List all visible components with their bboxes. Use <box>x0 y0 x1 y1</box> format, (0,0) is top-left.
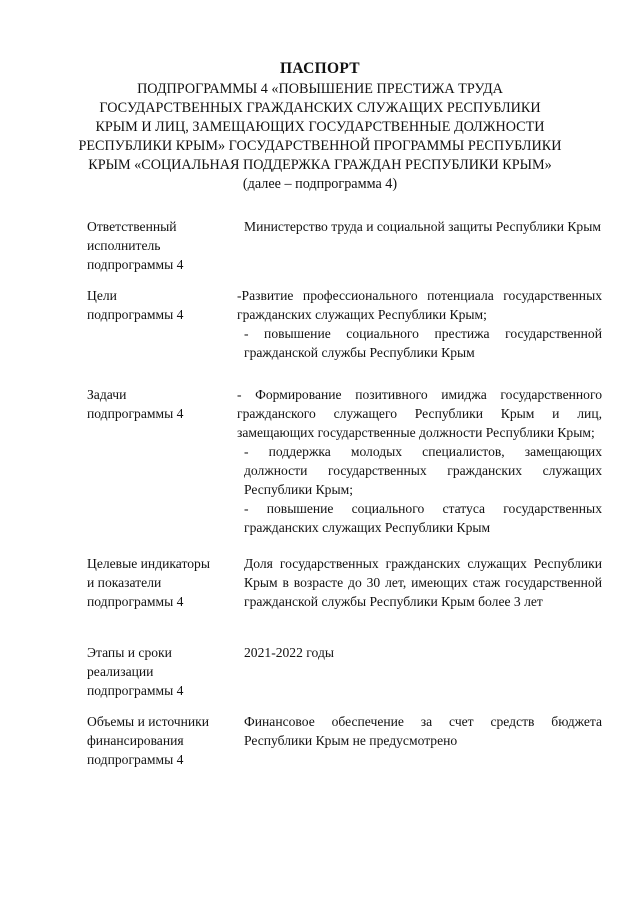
value-item: 2021-2022 годы <box>244 645 334 660</box>
value-item: - повышение социального статуса государственных гражданских служащих Республики Крым <box>244 501 602 535</box>
row-label: Ответственный исполнитель подпрограммы 4 <box>87 219 184 272</box>
row-label: Объемы и источники финансирования подпрограммы 4 <box>87 714 210 767</box>
row-label: Этапы и сроки реализации подпрограммы 4 <box>87 645 184 698</box>
row-value <box>244 217 602 236</box>
row-label: Целевые индикаторы и показатели подпрограммы 4 <box>87 556 210 609</box>
value-item: Финансовое обеспечение за счет средств бюджета Республики Крым не предусмотрено <box>244 714 602 748</box>
header-line: КРЫМ И ЛИЦ, ЗАМЕЩАЮЩИХ ГОСУДАРСТВЕННЫЕ ДОЛЖНОСТИ <box>95 119 545 135</box>
document-title: ПАСПОРТ <box>280 60 360 77</box>
value-item: Министерство труда и социальной защиты Республики Крым <box>244 219 601 234</box>
row-value <box>244 643 602 662</box>
value-item: - поддержка молодых специалистов, замещающих должности государственных гражданских служащих Республики Крым; <box>244 444 602 497</box>
row-value <box>244 712 602 750</box>
value-item: Доля государственных гражданских служащих Республики Крым в возрасте до 30 лет, имеющих стаж государственной гражданской службы Республики Крым более 3 лет <box>244 556 602 609</box>
header-line: ПОДПРОГРАММЫ 4 «ПОВЫШЕНИЕ ПРЕСТИЖА ТРУДА <box>137 81 503 97</box>
row-label: Цели подпрограммы 4 <box>87 288 184 322</box>
row-value <box>237 286 602 362</box>
value-item: - Формирование позитивного имиджа государственного гражданского служащего Республики Крым и лиц, замещающих государственные должности Республики Крым; <box>237 387 602 440</box>
header-line: РЕСПУБЛИКИ КРЫМ» ГОСУДАРСТВЕННОЙ ПРОГРАММЫ РЕСПУБЛИКИ <box>78 138 562 154</box>
value-item: - повышение социального престижа государственной гражданской службы Республики Крым <box>244 326 602 360</box>
value-item: -Развитие профессионального потенциала государственных гражданских служащих Республики Крым; <box>237 288 602 322</box>
row-value <box>237 385 602 537</box>
header-subtitle: (далее – подпрограмма 4) <box>242 176 398 192</box>
row-label: Задачи подпрограммы 4 <box>87 387 184 421</box>
header-line: КРЫМ «СОЦИАЛЬНАЯ ПОДДЕРЖКА ГРАЖДАН РЕСПУБЛИКИ КРЫМ» <box>88 157 552 173</box>
row-value <box>244 554 602 611</box>
passport-header <box>40 60 600 194</box>
header-line: ГОСУДАРСТВЕННЫХ ГРАЖДАНСКИХ СЛУЖАЩИХ РЕСПУБЛИКИ <box>99 100 541 116</box>
